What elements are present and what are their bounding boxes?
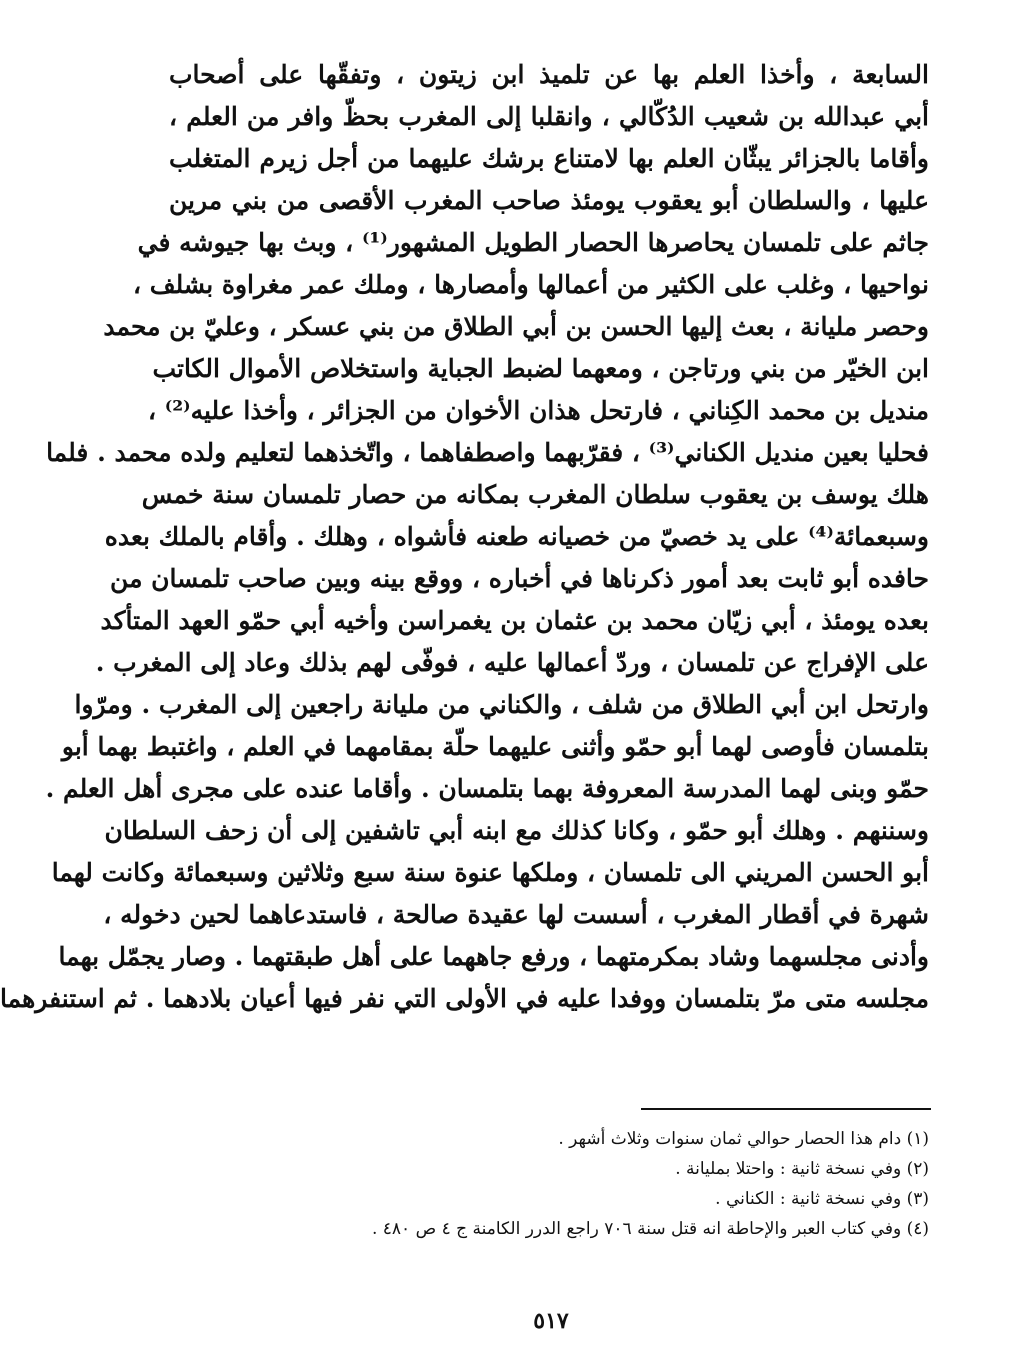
footnote: (٣) وفي نسخة ثانية : الكناني . (715, 1189, 929, 1209)
text-line: جاثم على تلمسان يحاصرها الحصار الطويل المشهور⁽¹⁾ ، وبث بها جيوشه في (137, 228, 929, 257)
main-text-block (0, 54, 929, 1020)
text-line: وسننهم . وهلك أبو حمّو ، وكانا كذلك مع ابنه أبي تاشفين إلى أن زحف السلطان (104, 816, 929, 845)
text-line: بتلمسان فأوصى لهما أبو حمّو وأثنى عليهما حلّة بمقامهما في العلم ، واغتبط بهما أبو (61, 732, 929, 761)
text-line: وأدنى مجلسهما وشاد بمكرمتهما ، ورفع جاههما على أهل طبقتهما . وصار يجمّل بهما (58, 942, 929, 971)
text-line: عليها ، والسلطان أبو يعقوب يومئذ صاحب المغرب الأقصى من بني مرين (169, 186, 929, 215)
text-line: شهرة في أقطار المغرب ، أسست لها عقيدة صالحة ، فاستدعاهما لحين دخوله ، (103, 900, 929, 929)
footnote-divider (641, 1108, 931, 1110)
footnote: (٢) وفي نسخة ثانية : واحتلا بمليانة . (675, 1159, 929, 1179)
text-line: مجلسه متى مرّ بتلمسان ووفدا عليه في الأولى التي نفر فيها أعيان بلادهما . ثم استنفرهما (0, 984, 929, 1013)
footnote: (١) دام هذا الحصار حوالي ثمان سنوات وثلاث أشهر . (558, 1129, 929, 1149)
text-line: نواحيها ، وغلب على الكثير من أعمالها وأمصارها ، وملك عمر مغراوة بشلف ، (132, 270, 929, 299)
text-line: السابعة ، وأخذا العلم بها عن تلميذ ابن زيتون ، وتفقّها على أصحاب (169, 60, 929, 89)
text-line: فحليا بعين منديل الكناني⁽³⁾ ، فقرّبهما واصطفاهما ، واتّخذهما لتعليم ولده محمد . فلما (46, 438, 929, 467)
text-line: على الإفراج عن تلمسان ، وردّ أعمالها عليه ، فوفّى لهم بذلك وعاد إلى المغرب . (95, 648, 929, 677)
text-line: أبي عبدالله بن شعيب الدُكّالي ، وانقلبا إلى المغرب بحظّ وافر من العلم ، (169, 102, 929, 131)
text-line: هلك يوسف بن يعقوب سلطان المغرب بمكانه من حصار تلمسان سنة خمس (141, 480, 929, 509)
text-line: وارتحل ابن أبي الطلاق من شلف ، والكناني من مليانة راجعين إلى المغرب . ومرّوا (74, 690, 929, 719)
text-line: ابن الخيّر من بني ورتاجن ، ومعهما لضبط الجباية واستخلاص الأموال الكاتب (152, 354, 929, 383)
footnotes-block (169, 1124, 929, 1244)
text-line: وحصر مليانة ، بعث إليها الحسن بن أبي الطلاق من بني عسكر ، وعليّ بن محمد (103, 312, 929, 341)
text-line: وسبعمائة⁽⁴⁾ على يد خصيّ من خصيانه طعنه فأشواه ، وهلك . وأقام بالملك بعده (104, 522, 929, 551)
page-number: ٥١٧ (533, 1308, 569, 1334)
text-line: حافده أبو ثابت بعد أمور ذكرناها في أخباره ، ووقع بينه وبين صاحب تلمسان من (110, 564, 929, 593)
text-line: وأقاما بالجزائر يبثّان العلم بها لامتناع برشك عليهما من أجل زيرم المتغلب (169, 144, 929, 173)
text-line: حمّو وبنى لهما المدرسة المعروفة بهما بتلمسان . وأقاما عنده على مجرى أهل العلم . (45, 774, 929, 803)
text-line: منديل بن محمد الكِناني ، فارتحل هذان الأخوان من الجزائر ، وأخذا عليه⁽²⁾ ، (147, 396, 929, 425)
text-line: أبو الحسن المريني الى تلمسان ، وملكها عنوة سنة سبع وثلاثين وسبعمائة وكانت لهما (51, 858, 929, 887)
footnote: (٤) وفي كتاب العبر والإحاطة انه قتل سنة ٧٠٦ راجع الدرر الكامنة ج ٤ ص ٤٨٠ . (371, 1219, 929, 1239)
text-line: بعده يومئذ ، أبي زيّان محمد بن عثمان بن يغمراسن وأخيه أبي حمّو العهد المتأكد (100, 606, 929, 635)
